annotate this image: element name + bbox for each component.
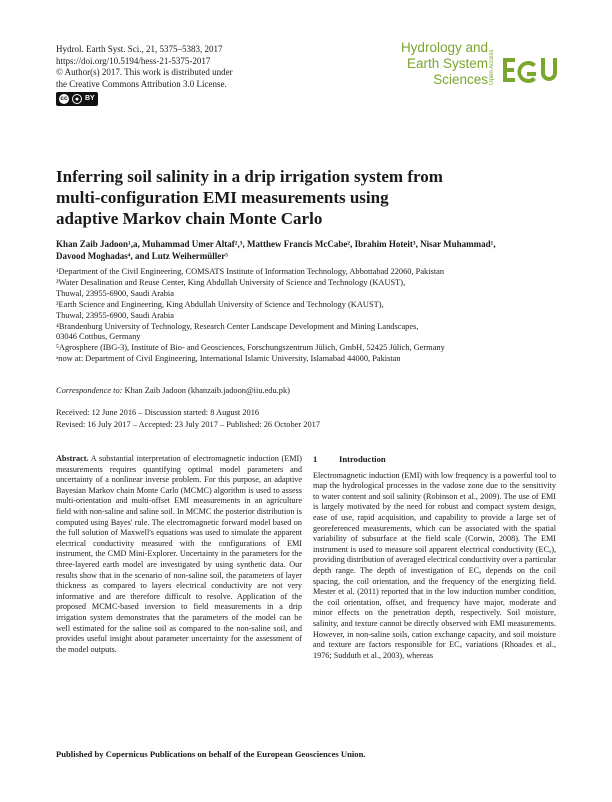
affiliations xyxy=(56,267,556,365)
citation-block xyxy=(56,44,316,106)
doi-link[interactable]: https://doi.org/10.5194/hess-21-5375-2017 xyxy=(56,55,211,66)
affiliation-line: ⁴Brandenburg University of Technology, Research Center Landscape Development and Mining Landscapes, xyxy=(56,321,419,331)
journal-name-line: Sciences xyxy=(433,72,488,87)
author-line: Davood Moghadas⁴, and Lutz Weihermüller⁵ xyxy=(56,251,228,261)
affiliation-line: ³Earth Science and Engineering, King Abdullah University of Science and Technology (KAUST), xyxy=(56,299,384,309)
introduction-text: Electromagnetic induction (EMI) with low frequency is a powerful tool to map the hydrological processes in the vadose zone due to the sensitivity to water content and soil salinity (Robinson et al., 2009). The use of EMI is largely motivated by the need for robust and compact system design, ease of use, rapid acquisition, and capability to provide a large set of georeferenced measurements, which can be associated with the spatial variability of subsurface at the field scale (Corwin, 2008). The EMI instrument is used to measure soil apparent electrical conductivity (ECₐ), providing distribution of averaged electrical conductivity over a particular depth range. The depth of investigation of ECₐ depends on the coil spacing, the coil orientation, and the frequency of the energizing field. Mester et al. (2011) reported that in the low induction number condition, the coil orientation, offset, and frequency have major, moderate and minor effects on the penetration depth, respectively. Soil moisture, salinity, and texture cannot be directly observed with EMI measurements. However, in non-saline soils, cation exchange capacity, and soil moisture and texture are factors responsible for ECₐ variations (Rhoades et al., 1976; Sudduth et al., 2003), whereas xyxy=(313,470,556,660)
author-list xyxy=(56,238,556,262)
section-title: Introduction xyxy=(339,454,386,464)
journal-name-line: Hydrology and xyxy=(400,40,488,55)
affiliation-line: ²Water Desalination and Reuse Center, King Abdullah University of Science and Technology (KAUST), xyxy=(56,277,406,287)
affiliation-line: Thuwal, 23955-6900, Saudi Arabia xyxy=(56,310,174,320)
affiliation-line: 03046 Cottbus, Germany xyxy=(56,332,141,342)
affiliation-line: ⁵Agrosphere (IBG-3), Institute of Bio- and Geosciences, Forschungszentrum Jülich, GmbH, 52425 Jülich, Germany xyxy=(56,343,445,353)
title-line: adaptive Markov chain Monte Carlo xyxy=(56,209,323,228)
abstract-section xyxy=(56,454,302,655)
section-number: 1 xyxy=(313,454,318,464)
correspondence-email[interactable]: Khan Zaib Jadoon (khanzaib.jadoon@iiu.edu.pk) xyxy=(124,386,290,395)
title-line: Inferring soil salinity in a drip irrigation system from xyxy=(56,167,443,186)
journal-name-line: Earth System xyxy=(406,56,488,71)
egu-logo xyxy=(500,52,558,92)
correspondence xyxy=(56,386,556,395)
open-access-label: Open Access xyxy=(489,49,495,85)
cc-icon: cc xyxy=(60,95,68,103)
cc-by-badge[interactable] xyxy=(56,92,98,106)
title-line: multi-configuration EMI measurements using xyxy=(56,188,389,207)
abstract-text: A substantial interpretation of electromagnetic induction (EMI) measurements requires quantifying optimal model parameters and uncertainty of a nonlinear inverse problem. For this purpose, an adaptive Bayesian Markov chain Monte Carlo (MCMC) algorithm is used to assess multi-orientation and multi-offset EMI measurements in an agriculture field with non-saline and saline soil. In MCMC the posterior distribution is computed using Bayes' rule. The electromagnetic forward model based on the full solution of Maxwell's equations was used to simulate the apparent electrical conductivity measured with the configurations of EMI instrument, the CMD Mini-Explorer. Uncertainty in the parameters for the three-layered earth model are investigated by using synthetic data. Our results show that in the scenario of non-saline soil, the parameters of layer thickness as compared to layers electrical conductivity are not very informative and are therefore difficult to resolve. Application of the proposed MCMC-based inversion to field measurements in a drip irrigation system demonstrates that the parameters of the model can be well estimated for the saline soil as compared to the non-saline soil, and provides useful insight about parameter uncertainty for the assessment of the model outputs. xyxy=(56,454,302,654)
cc-by-label: BY xyxy=(85,95,95,103)
citation-line: Hydrol. Earth Syst. Sci., 21, 5375–5383, 2017 xyxy=(56,44,223,54)
date-line: Revised: 16 July 2017 – Accepted: 23 July 2017 – Published: 26 October 2017 xyxy=(56,419,321,429)
section-heading xyxy=(313,454,556,465)
person-icon: ● xyxy=(72,94,82,104)
affiliation-line: Thuwal, 23955-6900, Saudi Arabia xyxy=(56,288,174,298)
date-line: Received: 12 June 2016 – Discussion started: 8 August 2016 xyxy=(56,408,260,417)
paper-title xyxy=(56,166,486,229)
affiliation-line: ¹Department of the Civil Engineering, COMSATS Institute of Information Technology, Abbottabad 22060, Pakistan xyxy=(56,267,445,276)
affiliation-line: ᵃnow at: Department of Civil Engineering, International Islamic University, Islamabad 44000, Pakistan xyxy=(56,354,401,364)
publisher-footer: Published by Copernicus Publications on behalf of the European Geosciences Union. xyxy=(56,749,366,759)
introduction-section xyxy=(313,454,556,661)
license-line: © Author(s) 2017. This work is distributed under xyxy=(56,67,233,78)
correspondence-label: Correspondence to: xyxy=(56,386,123,395)
author-line: Khan Zaib Jadoon¹,a, Muhammad Umer Altaf²,³, Matthew Francis McCabe², Ibrahim Hoteit³, Nisar Muhammad¹, xyxy=(56,239,496,249)
license-line: the Creative Commons Attribution 3.0 License. xyxy=(56,78,227,89)
journal-name xyxy=(368,40,488,88)
publication-dates xyxy=(56,407,556,430)
abstract-label: Abstract. xyxy=(56,454,89,463)
